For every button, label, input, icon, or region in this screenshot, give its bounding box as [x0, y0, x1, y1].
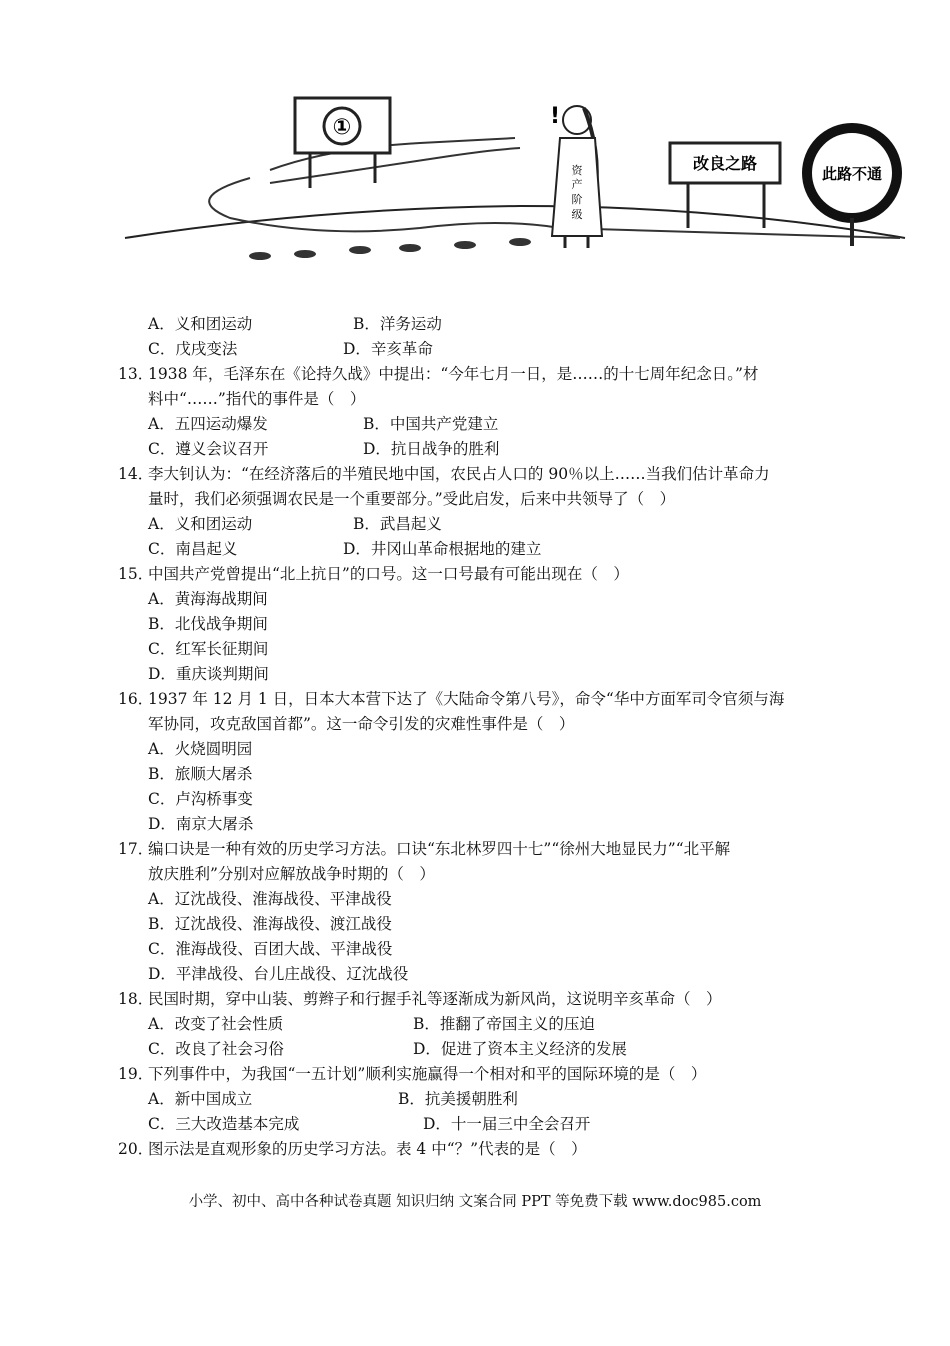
q12-option-d: D．辛亥革命: [343, 340, 433, 358]
svg-text:①: ①: [332, 115, 352, 140]
q18-option-c: C．改良了社会习俗: [148, 1040, 284, 1058]
q17-stem: 17． 编口诀是一种有效的历史学习方法。口诀“东北林罗四十七”“徐州大地显民力”“北平解: [118, 840, 731, 858]
q14-option-b: B．武昌起义: [353, 515, 442, 533]
svg-text:级: 级: [571, 208, 583, 221]
q16-option-d: D．南京大屠杀: [148, 815, 254, 833]
questions: [118, 312, 848, 1162]
q19-options-row2: [118, 1112, 848, 1137]
q14-option-a: A．义和团运动: [148, 515, 253, 533]
svg-text:阶: 阶: [571, 193, 583, 206]
q16-option-b: B．旅顺大屠杀: [148, 765, 253, 783]
q14-option-c: C．南昌起义: [148, 540, 238, 558]
q14-options-row1: [118, 512, 848, 537]
q13-stem-cont: 料中“……”指代的事件是（ ）: [148, 390, 366, 408]
q18-options-row2: [118, 1037, 848, 1062]
q15-option-a: A．黄海海战期间: [148, 590, 268, 608]
q15-stem: 15． 中国共产党曾提出“北上抗日”的口号。这一口号最有可能出现在（ ）: [118, 565, 629, 583]
q18-option-b: B．推翻了帝国主义的压迫: [413, 1015, 595, 1033]
svg-text:产: 产: [571, 178, 583, 191]
q13-options-row1: [118, 412, 848, 437]
q14-stem-cont: 量时，我们必须强调农民是一个重要部分。”受此启发，后来中共领导了（ ）: [148, 490, 676, 508]
sign-one: [295, 98, 390, 188]
q18-options-row1: [118, 1012, 848, 1037]
q15-option-c: C．红军长征期间: [148, 640, 269, 658]
q14-options-row2: [118, 537, 848, 562]
q17-option-d: D．平津战役、台儿庄战役、辽沈战役: [148, 965, 409, 983]
q12-options-row1: [118, 312, 848, 337]
q15-option-b: B．北伐战争期间: [148, 615, 268, 633]
q19-option-b: B．抗美援朝胜利: [398, 1090, 518, 1108]
q12-options-row2: [118, 337, 848, 362]
q12-option-c: C．戊戌变法: [148, 340, 238, 358]
q17-option-b: B．辽沈战役、淮海战役、渡江战役: [148, 915, 392, 933]
q13-option-c: C．遵义会议召开: [148, 440, 269, 458]
svg-text:资: 资: [571, 164, 583, 177]
q15-option-d: D．重庆谈判期间: [148, 665, 269, 683]
q14-option-d: D．井冈山革命根据地的建立: [343, 540, 542, 558]
q16-stem: 16． 1937 年 12 月 1 日，日本大本营下达了《大陆命令第八号》，命令“华中方面军司令官须与海: [118, 690, 785, 708]
q16-option-a: A．火烧圆明园: [148, 740, 253, 758]
q17-stem-cont: 放庆胜利”分别对应解放战争时期的（ ）: [148, 865, 435, 883]
svg-text:此路不通: 此路不通: [821, 165, 883, 183]
q13-stem: 13． 1938 年，毛泽东在《论持久战》中提出：“今年七月一日，是……的十七周年纪念日。”材: [118, 365, 759, 383]
cartoon-illustration: [120, 88, 910, 298]
q16-option-c: C．卢沟桥事变: [148, 790, 253, 808]
q18-option-d: D．促进了资本主义经济的发展: [413, 1040, 627, 1058]
q16-stem-cont: 军协同，攻克敌国首都”。这一命令引发的灾难性事件是（ ）: [148, 715, 575, 733]
q18-stem: 18． 民国时期，穿中山装、剪辫子和行握手礼等逐渐成为新风尚，这说明辛亥革命（ ）: [118, 990, 722, 1008]
q19-options-row1: [118, 1087, 848, 1112]
figure-bourgeoisie: [550, 104, 602, 248]
q19-stem: 19． 下列事件中，为我国“一五计划”顺利实施赢得一个相对和平的国际环境的是（ ）: [118, 1065, 707, 1083]
q19-option-a: A．新中国成立: [148, 1090, 253, 1108]
svg-text:!: !: [550, 104, 561, 129]
svg-text:改良之路: 改良之路: [692, 154, 758, 173]
q17-option-c: C．淮海战役、百团大战、平津战役: [148, 940, 393, 958]
q12-option-b: B．洋务运动: [353, 315, 442, 333]
q13-option-d: D．抗日战争的胜利: [363, 440, 500, 458]
q18-option-a: A．改变了社会性质: [148, 1015, 284, 1033]
q12-option-a: A．义和团运动: [148, 315, 253, 333]
q13-option-a: A．五四运动爆发: [148, 415, 268, 433]
q13-options-row2: [118, 437, 848, 462]
q13-option-b: B．中国共产党建立: [363, 415, 499, 433]
q20-stem: 20． 图示法是直观形象的历史学习方法。表 4 中“？”代表的是（ ）: [118, 1140, 587, 1158]
page-footer: 小学、初中、高中各种试卷真题 知识归纳 文案合同 PPT 等免费下载 www.doc985.com: [188, 1194, 762, 1210]
q17-option-a: A．辽沈战役、淮海战役、平津战役: [148, 890, 392, 908]
q19-option-c: C．三大改造基本完成: [148, 1115, 300, 1133]
q14-stem: 14． 李大钊认为：“在经济落后的半殖民地中国，农民占人口的 90％以上……当我们估计革命力: [118, 465, 770, 483]
sign-road-closed: [807, 128, 897, 246]
q19-option-d: D．十一届三中全会召开: [423, 1115, 591, 1133]
